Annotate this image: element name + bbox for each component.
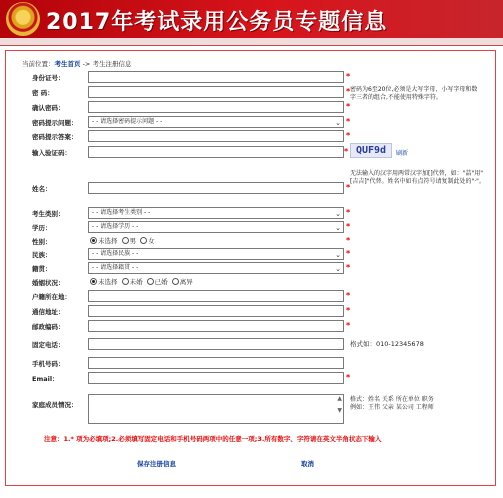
password-hint: 密码为6至20位,必须是大写字母、小写字母和数字三者的组合,不能使用特殊字符。 [350, 86, 478, 101]
row-captcha [32, 146, 482, 159]
family-hint [350, 396, 485, 412]
gender-radio-group [88, 236, 155, 245]
breadcrumb-prefix: 当前位置： [22, 60, 55, 68]
education-select[interactable] [88, 221, 344, 233]
required-mark: * [346, 72, 351, 81]
header-strip [0, 38, 503, 46]
marital-label: 婚姻状况： [32, 279, 65, 287]
password-input[interactable] [88, 86, 344, 98]
marital-radio-single[interactable] [122, 278, 129, 285]
residence-input[interactable] [88, 290, 344, 302]
required-mark: * [346, 249, 351, 258]
required-mark: * [346, 131, 351, 140]
zip-label: 邮政编码： [32, 323, 65, 331]
required-mark: * [346, 117, 351, 126]
marital-option-label: 未婚 [129, 278, 143, 286]
zip-input[interactable] [88, 320, 344, 332]
name-label: 姓名： [32, 185, 52, 193]
required-mark: * [346, 222, 351, 231]
family-hint-example: 例如：王伟 父亲 某公司 工程师 [350, 404, 434, 411]
residence-label: 户籍所在地： [32, 293, 71, 301]
category-label: 考生类别： [32, 210, 65, 218]
phone-input[interactable] [88, 338, 344, 350]
category-select[interactable] [88, 207, 344, 219]
row-marital [32, 276, 482, 289]
education-label: 学历： [32, 224, 52, 232]
name-hint: 无法输入的汉字用两常汉字加[]代替，如："喆"用"[吉吉]"代替。姓名中如有点符号请复制此处的"·"。 [350, 170, 485, 185]
ethnicity-select[interactable] [88, 248, 344, 260]
row-confirm-password [32, 101, 482, 114]
marital-radio-group [88, 277, 193, 286]
address-input[interactable] [88, 305, 344, 317]
gender-radio-male[interactable] [122, 237, 129, 244]
scrollbar-arrows-icon[interactable]: ▲ ▼ [337, 395, 342, 414]
captcha-input[interactable] [88, 146, 344, 158]
marital-radio-unselected[interactable] [90, 278, 97, 285]
refresh-captcha-link[interactable]: 刷新 [396, 150, 409, 157]
marital-option-label: 离异 [179, 278, 193, 286]
password-answer-label: 密码提示答案： [32, 133, 78, 141]
required-mark: * [346, 373, 351, 382]
password-label: 密 码： [32, 89, 54, 97]
required-mark: * [346, 87, 351, 96]
family-hint-format: 格式：姓名 关系 所在单位 职务 [350, 396, 434, 403]
gender-radio-unselected[interactable] [90, 237, 97, 244]
row-category [32, 207, 482, 220]
captcha-label: 输入验证码： [32, 149, 71, 157]
category-value: - - 请选择考生类别 - - [92, 209, 151, 216]
family-textarea[interactable] [88, 394, 344, 424]
required-mark: * [346, 102, 351, 111]
captcha-image: QUF9d [350, 143, 392, 158]
id-number-label: 身份证号： [32, 74, 65, 82]
chevron-down-icon: ⌄ [335, 119, 341, 127]
row-residence [32, 290, 482, 303]
notice-text: 注意：1.* 项为必填项;2.必须填写固定电话和手机号码两项中的任意一项;3.所有数字、字符请在英文半角状态下输入 [44, 435, 382, 443]
row-education [32, 221, 482, 234]
origin-select[interactable] [88, 262, 344, 274]
password-question-select[interactable] [88, 116, 344, 128]
breadcrumb-home-link[interactable]: 考生首页 [54, 60, 81, 68]
required-mark: * [346, 321, 351, 330]
marital-radio-married[interactable] [147, 278, 154, 285]
ethnicity-value: - - 请选择民族 - - [92, 250, 139, 257]
required-mark: * [346, 236, 351, 245]
row-password-question [32, 116, 482, 129]
password-answer-input[interactable] [88, 130, 344, 142]
marital-radio-divorced[interactable] [172, 278, 179, 285]
chevron-down-icon: ⌄ [335, 210, 341, 218]
save-registration-button[interactable]: 保存注册信息 [137, 460, 176, 468]
cancel-button[interactable]: 取消 [301, 460, 314, 468]
education-value: - - 请选择学历 - - [92, 223, 139, 230]
gender-label: 性别： [32, 238, 52, 246]
row-ethnicity [32, 248, 482, 261]
required-mark: * [346, 183, 351, 192]
family-label: 家庭成员情况： [32, 401, 78, 409]
mobile-input[interactable] [88, 357, 344, 369]
row-origin [32, 262, 482, 275]
name-input[interactable] [88, 182, 344, 194]
confirm-password-input[interactable] [88, 101, 344, 113]
password-question-value: - - 请选择密码提示问题 - - [92, 118, 163, 125]
id-number-input[interactable] [88, 71, 344, 83]
page-title: 2017年考试录用公务员专题信息 [46, 10, 388, 35]
required-mark: * [346, 208, 351, 217]
required-mark: * [346, 306, 351, 315]
chevron-down-icon: ⌄ [335, 251, 341, 259]
gender-option-label: 男 [129, 237, 137, 245]
required-mark: * [346, 291, 351, 300]
password-question-label: 密码提示问题： [32, 119, 78, 127]
email-label: Email： [32, 375, 59, 383]
gender-option-label: 未选择 [98, 237, 118, 245]
chevron-down-icon: ⌄ [335, 265, 341, 273]
email-input[interactable] [88, 372, 344, 384]
phone-hint: 格式如：010-12345678 [350, 340, 424, 348]
header-banner [0, 0, 503, 38]
marital-option-label: 已婚 [154, 278, 168, 286]
breadcrumb-current: 考生注册信息 [92, 60, 132, 68]
origin-label: 籍贯： [32, 265, 52, 273]
breadcrumb [22, 59, 131, 68]
row-email [32, 372, 482, 385]
phone-label: 固定电话： [32, 341, 65, 349]
row-gender [32, 235, 482, 248]
row-mobile [32, 357, 482, 370]
chevron-down-icon: ⌄ [335, 224, 341, 232]
required-mark: * [346, 263, 351, 272]
confirm-password-label: 确认密码： [32, 104, 65, 112]
national-emblem-icon [6, 2, 40, 36]
gender-option-label: 女 [148, 237, 155, 245]
mobile-label: 手机号码： [32, 360, 65, 368]
required-mark: * [344, 147, 349, 156]
row-address [32, 305, 482, 318]
row-password-answer [32, 130, 482, 143]
breadcrumb-arrow: -> [82, 60, 91, 68]
marital-option-label: 未选择 [98, 278, 118, 286]
row-zip [32, 320, 482, 333]
row-id-number [32, 71, 482, 84]
gender-radio-female[interactable] [140, 237, 147, 244]
address-label: 通信地址： [32, 308, 65, 316]
origin-value: - - 请选择籍贯 - - [92, 264, 139, 271]
ethnicity-label: 民族： [32, 251, 52, 259]
